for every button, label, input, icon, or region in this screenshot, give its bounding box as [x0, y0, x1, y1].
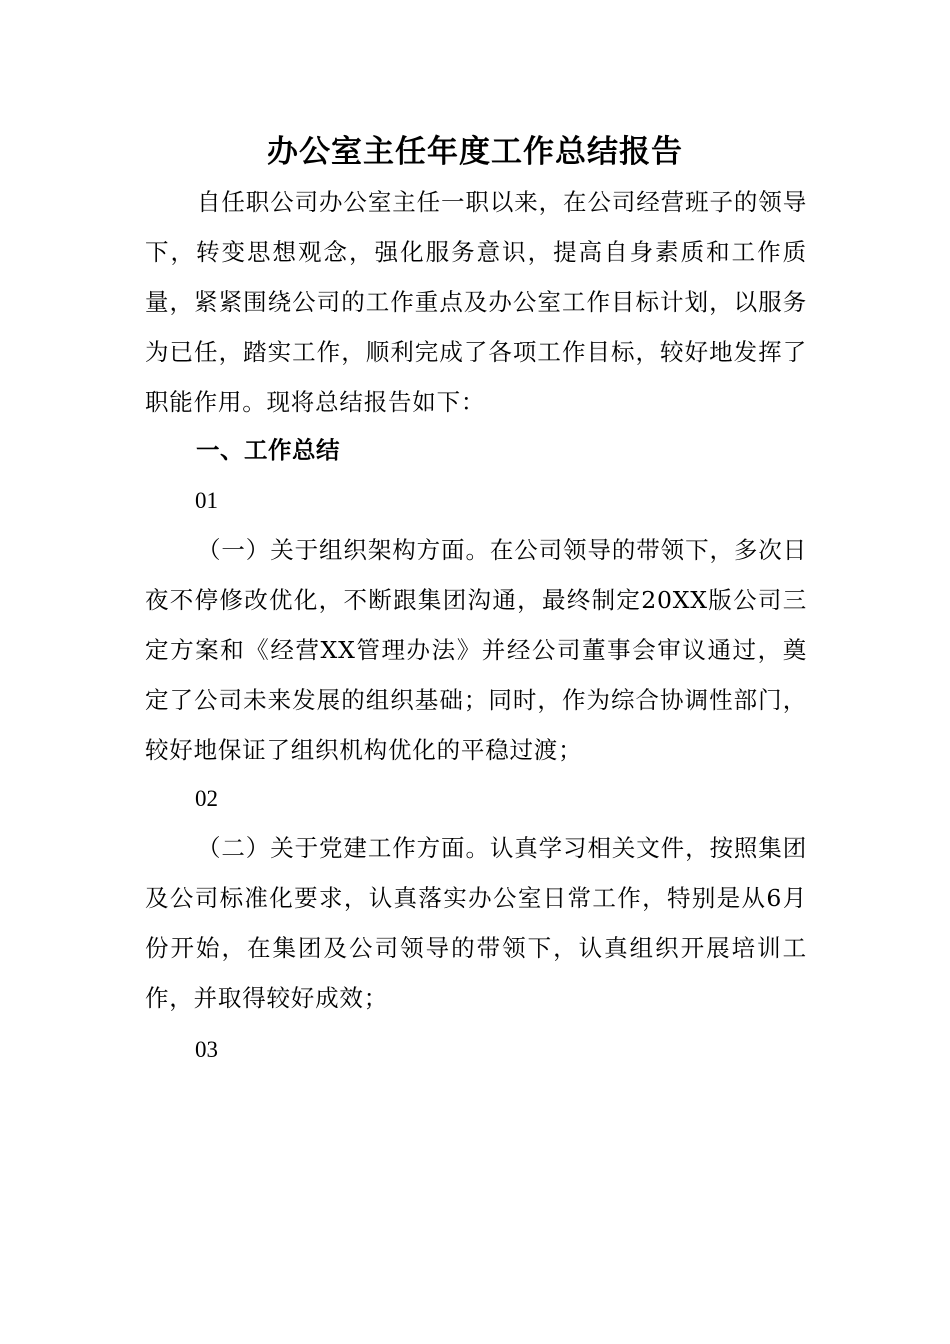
item-number-02: 02 — [195, 786, 218, 811]
intro-paragraph: 自任职公司办公室主任一职以来，在公司经营班子的领导下，转变思想观念，强化服务意识，提高自身素质和工作质量，紧紧围绕公司的工作重点及办公室工作目标计划，以服务为已任，踏实工作，顺利完成了各项工作目标，较好地发挥了职能作用。现将总结报告如下： — [145, 188, 807, 416]
item-paragraph-01: （一）关于组织架构方面。在公司领导的带领下，多次日夜不停修改优化，不断跟集团沟通，最终制定20XX版公司三定方案和《经营XX管理办法》并经公司董事会审议通过，奠定了公司未来发展的组织基础；同时，作为综合协调性部门，较好地保证了组织机构优化的平稳过渡； — [145, 536, 807, 764]
document-title: 办公室主任年度工作总结报告 — [267, 134, 683, 170]
section-heading: 一、工作总结 — [196, 436, 340, 464]
item-number-03: 03 — [195, 1037, 218, 1062]
item-paragraph-02: （二）关于党建工作方面。认真学习相关文件，按照集团及公司标准化要求，认真落实办公室日常工作，特别是从6月份开始，在集团及公司领导的带领下，认真组织开展培训工作，并取得较好成效； — [145, 834, 807, 1012]
item-number-01: 01 — [195, 488, 218, 513]
